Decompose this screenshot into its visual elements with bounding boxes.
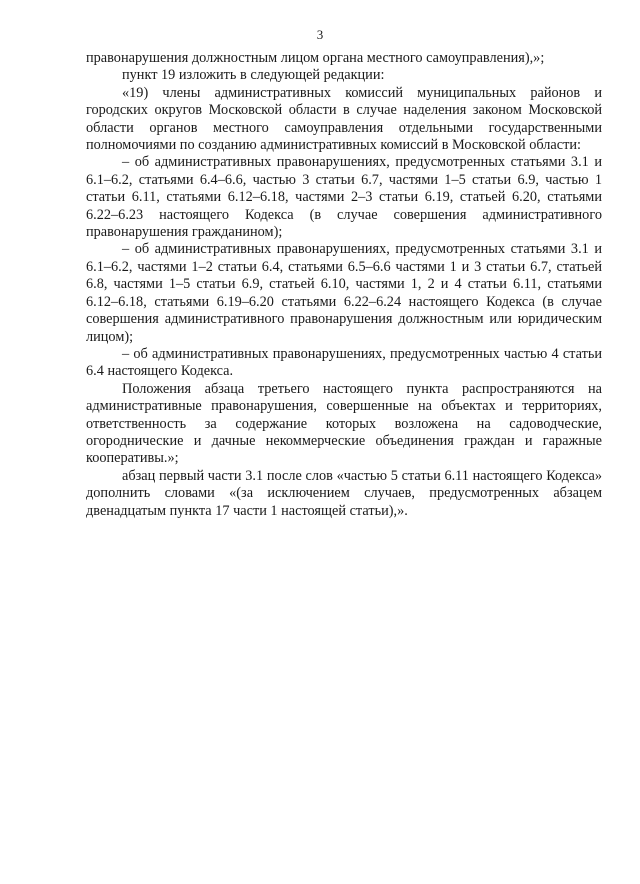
page-number: 3 xyxy=(316,27,324,42)
paragraph-provisions: Положения абзаца третьего настоящего пункта распространяются на административные правонарушения, совершенные на объектах и территориях, ответственность за содержание которых возложена на садоводческие, огороднические и дачные некоммерческие объединения граждан и гаражные кооперативы.»; xyxy=(86,380,602,467)
document-body xyxy=(86,50,602,520)
paragraph-amendment-3-1: абзац первый части 3.1 после слов «частью 5 статьи 6.11 настоящего Кодекса» дополнить словами «(за исключением случаев, предусмотренных абзацем двенадцатым пункта 17 части 1 настоящей статьи),». xyxy=(86,467,602,519)
paragraph-dash-citizen: – об административных правонарушениях, предусмотренных статьями 3.1 и 6.1–6.2, статьями 6.4–6.6, частью 3 статьи 6.7, частями 1–5 статьи 6.9, частью 1 статьи 6.11, статьями 6.12–6.18, частями 2–3 статьи 6.19, статьей 6.20, статьями 6.22–6.23 настоящего Кодекса (в случае совершения административного правонарушения гражданином); xyxy=(86,154,602,241)
paragraph-continuation: правонарушения должностным лицом органа местного самоуправления),»; xyxy=(86,50,545,66)
paragraph-item-19-text: «19) члены административных комиссий муниципальных районов и городских округов Московской области в случае наделения законом Московской области органов местного самоуправления отдельными государственными полномочиями по созданию административных комиссий в Московской области: xyxy=(86,84,602,154)
paragraph-dash-part4: – об административных правонарушениях, предусмотренных частью 4 статьи 6.4 настоящего Кодекса. xyxy=(86,345,602,380)
paragraph-dash-official: – об административных правонарушениях, предусмотренных статьями 3.1 и 6.1–6.2, частями 1–2 статьи 6.4, статьями 6.5–6.6 частями 1 и 3 статьи 6.7, статьей 6.8, частями 1–5 статьи 6.9, статьей 6.10, частями 1, 2 и 4 статьи 6.11, статьями 6.12–6.18, статьями 6.19–6.20 статьями 6.22–6.24 настоящего Кодекса (в случае совершения административного правонарушения должностным или юридическим лицом); xyxy=(86,241,602,345)
paragraph-item-19-intro: пункт 19 изложить в следующей редакции: xyxy=(122,67,385,84)
